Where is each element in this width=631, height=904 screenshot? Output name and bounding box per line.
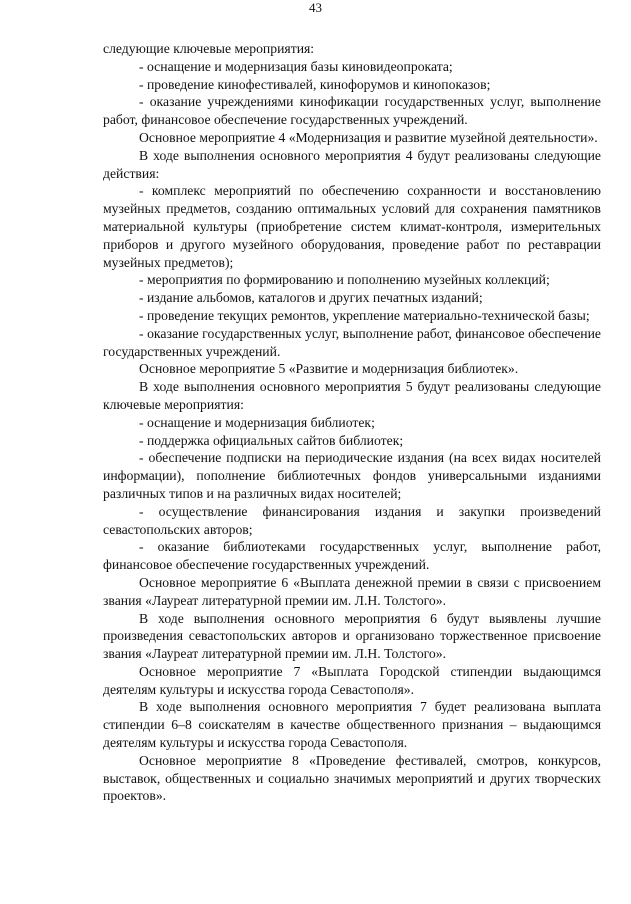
list-item: - обеспечение подписки на периодические издания (на всех видах носителей информации), пополнение библиотечных фондов универсальными изданиями различных типов и на различных видах носителей; xyxy=(103,450,601,501)
page-number: 43 xyxy=(309,0,322,15)
list-item: - мероприятия по формированию и пополнению музейных коллекций; xyxy=(139,272,550,288)
list-item: - проведение кинофестивалей, кинофорумов и кинопоказов; xyxy=(139,76,491,92)
section-heading-6: Основное мероприятие 6 «Выплата денежной премии в связи с присвоением звания «Лауреат литературной премии им. Л.Н. Толстого». xyxy=(103,574,601,608)
section-heading-8: Основное мероприятие 8 «Проведение фестивалей, смотров, конкурсов, выставок, общественных и социально значимых мероприятий и других творческих проектов». xyxy=(103,752,601,804)
list-item: - комплекс мероприятий по обеспечению сохранности и восстановлению музейных предметов, созданию оптимальных условий для сохранения памятников материальной культуры (приобретение систем климат-контроля, измерительных приборов и другого музейного оборудования, проведение работ по реставрации музейных предметов); xyxy=(103,183,601,270)
list-item: - оказание учреждениями кинофикации государственных услуг, выполнение работ, финансовое обеспечение государственных учреждений. xyxy=(103,94,601,128)
paragraph: В ходе выполнения основного мероприятия 5 будут реализованы следующие ключевые мероприятия: xyxy=(103,379,601,412)
section-heading-5: Основное мероприятие 5 «Развитие и модернизация библиотек». xyxy=(139,361,519,377)
paragraph: следующие ключевые мероприятия: xyxy=(103,41,315,56)
list-item: - оснащение и модернизация базы киновидеопроката; xyxy=(139,58,453,74)
paragraph: В ходе выполнения основного мероприятия 4 будут реализованы следующие действия: xyxy=(103,147,601,181)
list-item: - оказание библиотеками государственных услуг, выполнение работ, финансовое обеспечение государственных учреждений. xyxy=(103,539,601,573)
list-item: - поддержка официальных сайтов библиотек; xyxy=(139,432,404,448)
document-body xyxy=(103,40,601,805)
paragraph: В ходе выполнения основного мероприятия 6 будут выявлены лучшие произведения севастопольских авторов и организовано торжественное присвоение звания «Лауреат литературной премии им. Л.Н. Толстого». xyxy=(103,610,601,662)
list-item: - оказание государственных услуг, выполнение работ, финансовое обеспечение государственных учреждений. xyxy=(103,325,601,359)
paragraph: В ходе выполнения основного мероприятия 7 будет реализована выплата стипендии 6–8 соискателям в качестве общественного признания – выдающимся деятелям культуры и искусства города Севастополя. xyxy=(103,699,601,751)
list-item: - проведение текущих ремонтов, укрепление материально-технической базы; xyxy=(139,307,590,323)
list-item: - издание альбомов, каталогов и других печатных изданий; xyxy=(139,290,483,306)
list-item: - осуществление финансирования издания и закупки произведений севастопольских авторов; xyxy=(103,503,601,537)
section-heading-4: Основное мероприятие 4 «Модернизация и развитие музейной деятельности». xyxy=(139,129,598,145)
list-item: - оснащение и модернизация библиотек; xyxy=(139,414,375,430)
section-heading-7: Основное мероприятие 7 «Выплата Городской стипендии выдающимся деятелям культуры и искусства города Севастополя». xyxy=(103,663,601,697)
